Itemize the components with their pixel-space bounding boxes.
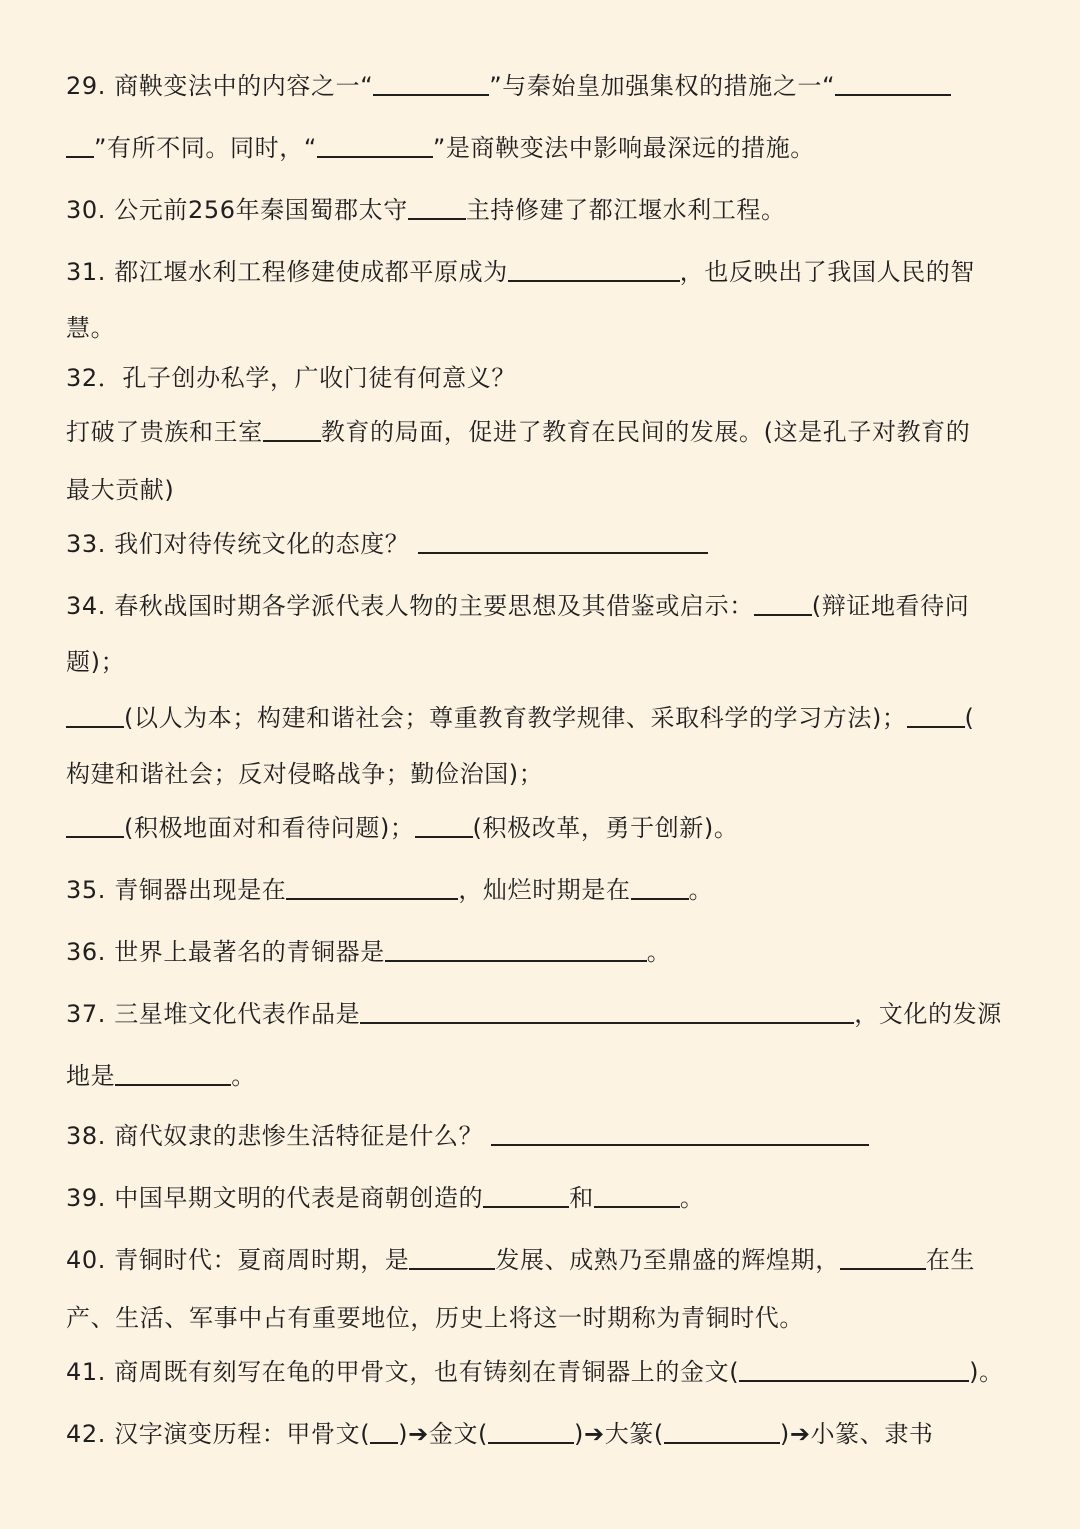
question-39 [66, 1182, 704, 1214]
answer-blank[interactable] [66, 132, 94, 158]
question-37-text: ，文化的发源 [854, 1000, 1002, 1028]
answer-blank[interactable] [508, 256, 680, 282]
answer-blank[interactable] [664, 1418, 780, 1444]
question-38-text: 38. 商代奴隶的悲惨生活特征是什么？ [66, 1122, 484, 1150]
answer-blank[interactable] [739, 1356, 969, 1382]
answer-blank[interactable] [385, 936, 647, 962]
answer-blank[interactable] [840, 1244, 926, 1270]
answer-32-line-1 [66, 416, 970, 448]
question-31-text: ，也反映出了我国人民的智 [679, 258, 975, 286]
question-30-text: 主持修建了都江堰水利工程。 [465, 196, 786, 224]
question-34-text: (以人为本；构建和谐社会；尊重教育教学规律、采取科学的学习方法)； [124, 704, 907, 732]
question-31-line-1 [66, 256, 975, 288]
answer-32-line-2 [66, 474, 174, 506]
answer-blank[interactable] [415, 812, 473, 838]
answer-blank[interactable] [483, 1182, 569, 1208]
question-35-text: 35. 青铜器出现是在 [66, 876, 287, 904]
answer-blank[interactable] [66, 702, 124, 728]
answer-blank[interactable] [907, 702, 965, 728]
answer-blank[interactable] [491, 1120, 869, 1146]
question-34-text: (辩证地看待问 [811, 592, 970, 620]
question-40-line-2 [66, 1302, 804, 1334]
question-30 [66, 194, 786, 226]
question-34-line-4 [66, 758, 543, 790]
question-40-text: 发展、成熟乃至鼎盛的辉煌期， [495, 1246, 840, 1274]
question-31-text: 慧。 [66, 314, 116, 342]
answer-blank[interactable] [594, 1182, 680, 1208]
question-35-text: ，灿烂时期是在 [458, 876, 631, 904]
answer-blank[interactable] [115, 1060, 231, 1086]
question-39-text: 39. 中国早期文明的代表是商朝创造的 [66, 1184, 484, 1212]
question-38 [66, 1120, 869, 1152]
question-42-text: 42. 汉字演变历程：甲骨文( [66, 1420, 371, 1448]
question-40-text: 在生 [925, 1246, 976, 1274]
question-34-text: (积极改革，勇于创新)。 [472, 814, 739, 842]
answer-blank[interactable] [835, 70, 951, 96]
question-29-text: 29. 商鞅变法中的内容之一“ [66, 72, 374, 100]
question-36-text: 36. 世界上最著名的青铜器是 [66, 938, 385, 966]
answer-blank[interactable] [373, 70, 489, 96]
question-34-line-3 [66, 702, 975, 734]
answer-blank[interactable] [370, 1418, 398, 1444]
question-34-text: ( [964, 704, 975, 732]
question-32 [66, 362, 516, 394]
answer-blank[interactable] [66, 812, 124, 838]
question-42 [66, 1418, 934, 1450]
answer-blank[interactable] [409, 1244, 495, 1270]
answer-blank[interactable] [488, 1418, 574, 1444]
question-42-text: )➔小篆、隶书 [779, 1420, 934, 1448]
question-42-text: )➔大篆( [574, 1420, 664, 1448]
question-34-text: 34. 春秋战国时期各学派代表人物的主要思想及其借鉴或启示： [66, 592, 754, 620]
question-29-text: ”是商鞅变法中影响最深远的措施。 [432, 134, 815, 162]
question-39-text: 和 [569, 1184, 594, 1212]
question-42-text: )➔金文( [398, 1420, 489, 1448]
question-40-text: 产、生活、军事中占有重要地位，历史上将这一时期称为青铜时代。 [66, 1304, 804, 1332]
question-29-text: ”与秦始皇加强集权的措施之一“ [489, 72, 836, 100]
answer-blank[interactable] [631, 874, 689, 900]
question-37-line-1 [66, 998, 1002, 1030]
question-41 [66, 1356, 1004, 1388]
question-34-line-5 [66, 812, 738, 844]
question-29-line-1 [66, 70, 951, 102]
question-29-text: ”有所不同。同时，“ [94, 134, 317, 162]
question-37-text: 。 [231, 1062, 256, 1090]
question-33 [66, 528, 708, 560]
question-35-text: 。 [688, 876, 714, 904]
question-39-text: 。 [679, 1184, 705, 1212]
question-36-text: 。 [646, 938, 672, 966]
question-34-line-2 [66, 646, 125, 678]
answer-blank[interactable] [263, 416, 321, 442]
answer-32-text: 最大贡献) [66, 476, 175, 504]
question-35 [66, 874, 713, 906]
question-41-text: )。 [969, 1358, 1004, 1386]
answer-blank[interactable] [360, 998, 854, 1024]
question-40-line-1 [66, 1244, 975, 1276]
answer-blank[interactable] [317, 132, 433, 158]
question-34-text: (积极地面对和看待问题)； [124, 814, 415, 842]
question-40-text: 40. 青铜时代：夏商周时期，是 [66, 1246, 410, 1274]
answer-blank[interactable] [408, 194, 466, 220]
question-31-line-2 [66, 312, 115, 344]
question-41-text: 41. 商周既有刻写在龟的甲骨文，也有铸刻在青铜器上的金文( [66, 1358, 740, 1386]
question-33-text: 33. 我们对待传统文化的态度？ [66, 530, 410, 558]
question-34-text: 题)； [66, 648, 126, 676]
answer-32-text: 打破了贵族和王室 [66, 418, 263, 446]
question-32-text: 32．孔子创办私学，广收门徒有何意义？ [66, 364, 516, 392]
answer-blank[interactable] [418, 528, 708, 554]
question-37-text: 37. 三星堆文化代表作品是 [66, 1000, 361, 1028]
answer-blank[interactable] [754, 590, 812, 616]
answer-32-text: 教育的局面，促进了教育在民间的发展。(这是孔子对教育的 [320, 418, 971, 446]
question-37-text: 地是 [66, 1062, 116, 1090]
question-34-text: 构建和谐社会；反对侵略战争；勤俭治国)； [66, 760, 544, 788]
answer-blank[interactable] [286, 874, 458, 900]
question-37-line-2 [66, 1060, 256, 1092]
question-36 [66, 936, 671, 968]
question-34-line-1 [66, 590, 969, 622]
question-30-text: 30. 公元前256年秦国蜀郡太守 [66, 196, 408, 224]
question-29-line-2 [66, 132, 815, 164]
question-31-text: 31. 都江堰水利工程修建使成都平原成为 [66, 258, 508, 286]
